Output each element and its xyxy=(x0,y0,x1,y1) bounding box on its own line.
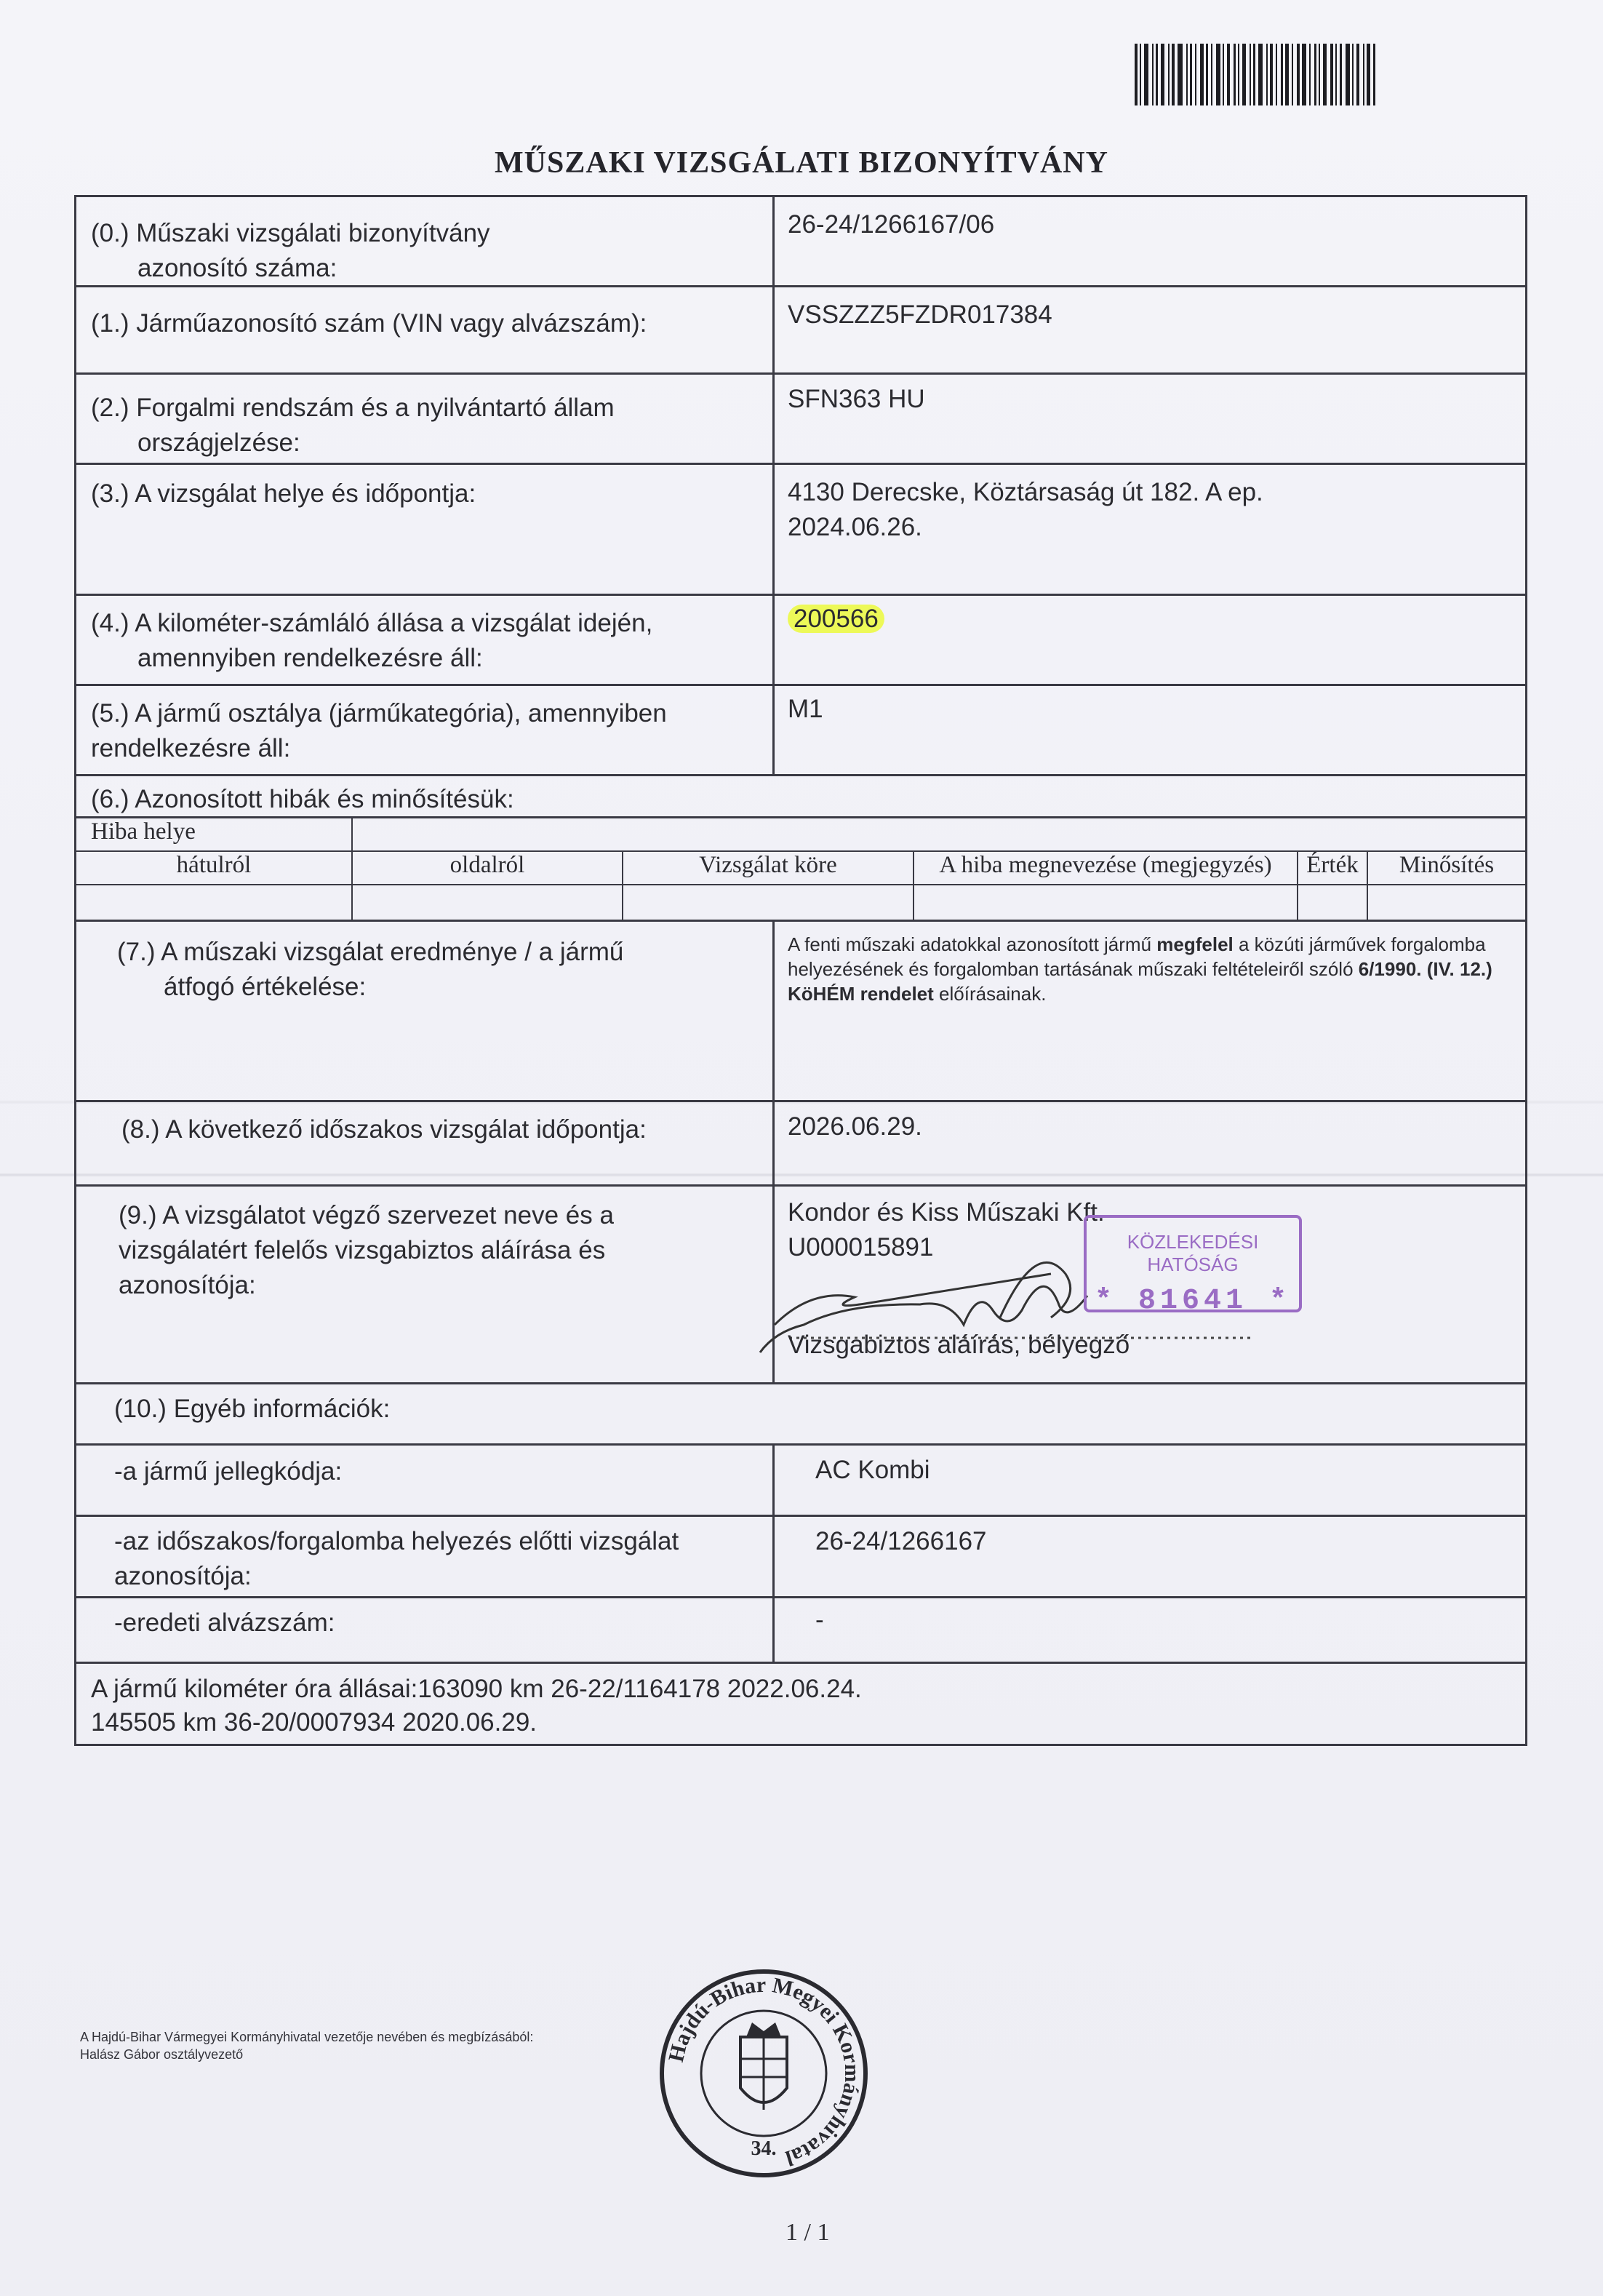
field-label: vizsgálatért felelős vizsgabiztos aláírása és xyxy=(119,1236,606,1264)
field-row-3 xyxy=(76,465,1525,596)
field-label: amennyiben rendelkezésre áll: xyxy=(137,644,483,672)
signature-caption: Vizsgabiztos aláírás, bélyegző xyxy=(788,1331,1130,1359)
original-chassis: - xyxy=(815,1606,824,1634)
field-row-1 xyxy=(76,287,1525,375)
field-label: (0.) Műszaki vizsgálati bizonyítvány xyxy=(91,219,490,247)
defects-section xyxy=(76,776,1525,922)
field-row-0 xyxy=(76,197,1525,287)
field-label: -a jármű jellegkódja: xyxy=(76,1446,775,1515)
government-seal xyxy=(655,1964,873,2183)
next-inspection-date: 2026.06.29. xyxy=(788,1112,922,1141)
defects-label: (6.) Azonosított hibák és minősítésük: xyxy=(76,776,1525,818)
vehicle-category: M1 xyxy=(788,695,823,723)
certificate-table xyxy=(74,195,1527,1746)
field-label: -eredeti alvázszám: xyxy=(76,1598,775,1662)
field-label: rendelkezésre áll: xyxy=(91,734,291,762)
certificate-number: 26-24/1266167/06 xyxy=(788,210,995,239)
field-label: (1.) Járműazonosító szám (VIN vagy alvázszám): xyxy=(76,287,775,372)
field-label: átfogó értékelése: xyxy=(164,973,367,1001)
document-title: MŰSZAKI VIZSGÁLATI BIZONYÍTVÁNY xyxy=(495,146,1108,180)
signatory-note: A Hajdú-Bihar Vármegyei Kormányhivatal vezetője nevében és megbízásából: Halász Gábor osztályvezető xyxy=(80,2030,534,2062)
odometer-history xyxy=(76,1664,1525,1744)
barcode-icon xyxy=(1135,44,1513,105)
defects-column-header: oldalról xyxy=(353,852,623,884)
other-info-item xyxy=(76,1598,1525,1664)
other-info-item xyxy=(76,1517,1525,1598)
other-info-item xyxy=(76,1446,1525,1517)
field-label: (2.) Forgalmi rendszám és a nyilvántartó állam xyxy=(91,394,615,422)
defects-column-header: Érték xyxy=(1298,852,1368,884)
stamp-title: KÖZLEKEDÉSI HATÓSÁG xyxy=(1127,1231,1259,1275)
seal-number: 34. xyxy=(751,2137,777,2160)
field-label: (4.) A kilométer-számláló állása a vizsgálat idején, xyxy=(91,609,653,637)
defects-column-header: hátulról xyxy=(76,852,353,884)
svg-text:Hajdú-Bihar Megyei Kormányhiva: Hajdú-Bihar Megyei Kormányhivatal xyxy=(663,1972,865,2171)
field-row-4 xyxy=(76,596,1525,686)
field-label: (8.) A következő időszakos vizsgálat időpontja: xyxy=(76,1102,775,1184)
other-info-label: (10.) Egyéb információk: xyxy=(114,1395,391,1423)
field-label: azonosítója: xyxy=(114,1562,252,1590)
vin-value: VSSZZZ5FZDR017384 xyxy=(788,300,1052,329)
odometer-history-line: 145505 km 36-20/0007934 2020.06.29. xyxy=(91,1708,537,1737)
odometer-value: 200566 xyxy=(788,605,884,633)
plate-value: SFN363 HU xyxy=(788,385,925,413)
page-number: 1 / 1 xyxy=(785,2219,830,2246)
inspection-date: 2024.06.26. xyxy=(788,513,922,541)
stamp-number: * 81641 * xyxy=(1094,1285,1292,1318)
result-row xyxy=(76,922,1525,1102)
field-label: országjelzése: xyxy=(137,428,300,457)
defects-column-header: Minősítés xyxy=(1399,852,1495,878)
field-label: azonosítója: xyxy=(119,1271,256,1299)
field-row-5 xyxy=(76,686,1525,776)
inspector-id: U000015891 xyxy=(788,1233,934,1261)
defects-location-header: Hiba helye xyxy=(76,818,353,850)
odometer-history-line: A jármű kilométer óra állásai:163090 km 26-22/1164178 2022.06.24. xyxy=(91,1675,862,1703)
field-label: azonosító száma: xyxy=(137,254,337,282)
field-label: (7.) A műszaki vizsgálat eredménye / a jármű xyxy=(117,938,624,966)
result-text: A fenti műszaki adatokkal azonosított jármű megfelel a közúti járművek forgalomba helyezésének és forgalomban tartásának műszaki feltételeiről szóló 6/1990. (IV. 12.) KöHÉM rendelet előírásainak. xyxy=(788,933,1492,1005)
authority-stamp xyxy=(1084,1215,1302,1318)
other-info-row xyxy=(76,1384,1525,1446)
field-row-2 xyxy=(76,375,1525,465)
field-label: -az időszakos/forgalomba helyezés előtti vizsgálat xyxy=(114,1527,679,1555)
inspection-place: 4130 Derecske, Köztársaság út 182. A ep. xyxy=(788,478,1263,506)
vehicle-type-code: AC Kombi xyxy=(815,1456,930,1484)
defects-column-header: A hiba megnevezése (megjegyzés) xyxy=(914,852,1298,884)
inspection-reference: 26-24/1266167 xyxy=(815,1527,987,1555)
defects-column-header: Vizsgálat köre xyxy=(623,852,914,884)
field-label: (3.) A vizsgálat helye és időpontja: xyxy=(76,465,775,594)
field-label: (5.) A jármű osztálya (járműkategória), amennyiben xyxy=(91,699,667,728)
next-inspection-row xyxy=(76,1102,1525,1187)
inspector-row xyxy=(76,1187,1525,1384)
field-label: (9.) A vizsgálatot végző szervezet neve és a xyxy=(119,1201,614,1229)
inspection-organization: Kondor és Kiss Műszaki Kft. xyxy=(788,1198,1105,1227)
